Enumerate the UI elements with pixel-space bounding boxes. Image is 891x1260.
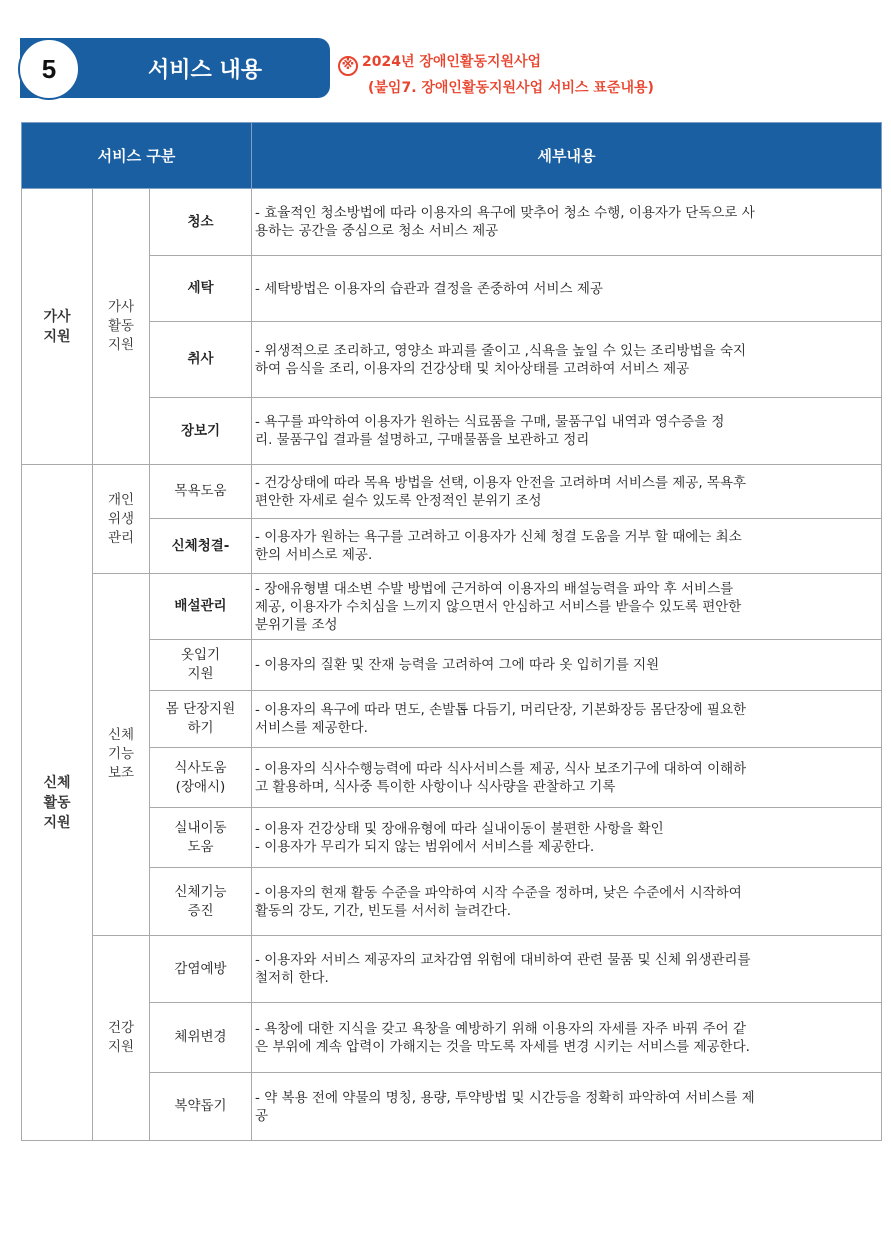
subgroup-housework-activity: 가사 활동 지원 [93, 189, 150, 465]
desc-cell: - 욕창에 대한 지식을 갖고 욕창을 예방하기 위해 이용자의 자세를 자주 바꿔 주어 같 은 부위에 계속 압력이 가해지는 것을 막도록 자세를 변경 시키는 서비스를 제공한다. [252, 1003, 882, 1073]
subgroup-health: 건강 지원 [93, 936, 150, 1141]
source-note [338, 50, 654, 100]
table-row [22, 808, 882, 868]
desc-cell: - 효율적인 청소방법에 따라 이용자의 욕구에 맞추어 청소 수행, 이용자가 단독으로 사 용하는 공간을 중심으로 청소 서비스 제공 [252, 189, 882, 256]
desc-cell: - 이용자의 현재 활동 수준을 파악하여 시작 수준을 정하며, 낮은 수준에서 시작하여 활동의 강도, 기간, 빈도를 서서히 늘려간다. [252, 868, 882, 936]
header-category: 서비스 구분 [22, 123, 252, 189]
note-line-1: 2024년 장애인활동지원사업 [362, 54, 542, 70]
item-cell: 신체기능 증진 [150, 868, 252, 936]
desc-cell: - 이용자의 식사수행능력에 따라 식사서비스를 제공, 식사 보조기구에 대하여 이해하 고 활용하며, 식사중 특이한 사항이나 식사량을 관찰하고 기록 [252, 748, 882, 808]
note-line-2: (붙임7. 장애인활동지원사업 서비스 표준내용) [368, 80, 654, 96]
subgroup-personal-hygiene: 개인 위생 관리 [93, 465, 150, 574]
desc-cell: - 이용자의 질환 및 잔재 능력을 고려하여 그에 따라 옷 입히기를 지원 [252, 640, 882, 691]
desc-cell: - 욕구를 파악하여 이용자가 원하는 식료품을 구매, 물품구입 내역과 영수증을 정 리. 물품구입 결과를 설명하고, 구매물품을 보관하고 정리 [252, 398, 882, 465]
item-cell: 식사도움 (장애시) [150, 748, 252, 808]
subgroup-physical-function: 신체 기능 보조 [93, 574, 150, 936]
item-cell: 청소 [150, 189, 252, 256]
item-cell: 세탁 [150, 256, 252, 322]
desc-cell: - 이용자 건강상태 및 장애유형에 따라 실내이동이 불편한 사항을 확인 - 이용자가 무리가 되지 않는 범위에서 서비스를 제공한다. [252, 808, 882, 868]
table-row [22, 936, 882, 1003]
item-cell: 실내이동 도움 [150, 808, 252, 868]
item-cell: 목욕도움 [150, 465, 252, 519]
item-cell: 감염예방 [150, 936, 252, 1003]
table-row [22, 322, 882, 398]
item-cell: 체위변경 [150, 1003, 252, 1073]
table-row [22, 868, 882, 936]
desc-cell: - 위생적으로 조리하고, 영양소 파괴를 줄이고 ,식욕을 높일 수 있는 조리방법을 숙지 하여 음식을 조리, 이용자의 건강상태 및 치아상태를 고려하여 서비스 제공 [252, 322, 882, 398]
table-row [22, 640, 882, 691]
table-row [22, 1003, 882, 1073]
table-row [22, 691, 882, 748]
desc-cell: - 이용자와 서비스 제공자의 교차감염 위험에 대비하여 관련 물품 및 신체 위생관리를 철저히 한다. [252, 936, 882, 1003]
table-row [22, 189, 882, 256]
table-row [22, 398, 882, 465]
desc-cell: - 건강상태에 따라 목욕 방법을 선택, 이용자 안전을 고려하며 서비스를 제공, 목욕후 편안한 자세로 쉴수 있도록 안정적인 분위기 조성 [252, 465, 882, 519]
item-cell: 신체청결- [150, 519, 252, 574]
item-cell: 몸 단장지원 하기 [150, 691, 252, 748]
group-physical: 신체 활동 지원 [22, 465, 93, 1141]
table-row [22, 574, 882, 640]
desc-cell: - 장애유형별 대소변 수발 방법에 근거하여 이용자의 배설능력을 파악 후 서비스를 제공, 이용자가 수치심을 느끼지 않으면서 안심하고 서비스를 받을수 있도록 편안한 분위기를 조성 [252, 574, 882, 640]
table-row [22, 1073, 882, 1141]
desc-cell: - 약 복용 전에 약물의 명칭, 용량, 투약방법 및 시간등을 정확히 파악하여 서비스를 제 공 [252, 1073, 882, 1141]
table-row [22, 748, 882, 808]
table-header-row [22, 123, 882, 189]
item-cell: 옷입기 지원 [150, 640, 252, 691]
item-cell: 복약돕기 [150, 1073, 252, 1141]
group-housework: 가사 지원 [22, 189, 93, 465]
reference-mark-icon: ※ [338, 56, 358, 76]
table-row [22, 465, 882, 519]
section-number: 5 [18, 38, 80, 100]
header-detail: 세부내용 [252, 123, 882, 189]
desc-cell: - 이용자가 원하는 욕구를 고려하고 이용자가 신체 청결 도움을 거부 할 때에는 최소 한의 서비스로 제공. [252, 519, 882, 574]
desc-cell: - 이용자의 욕구에 따라 면도, 손발톱 다듬기, 머리단장, 기본화장등 몸단장에 필요한 서비스를 제공한다. [252, 691, 882, 748]
table-row [22, 519, 882, 574]
item-cell: 장보기 [150, 398, 252, 465]
table-row [22, 256, 882, 322]
item-cell: 취사 [150, 322, 252, 398]
service-table [21, 122, 882, 1141]
section-title: 서비스 내용 [148, 57, 262, 83]
item-cell: 배설관리 [150, 574, 252, 640]
desc-cell: - 세탁방법은 이용자의 습관과 결정을 존중하여 서비스 제공 [252, 256, 882, 322]
